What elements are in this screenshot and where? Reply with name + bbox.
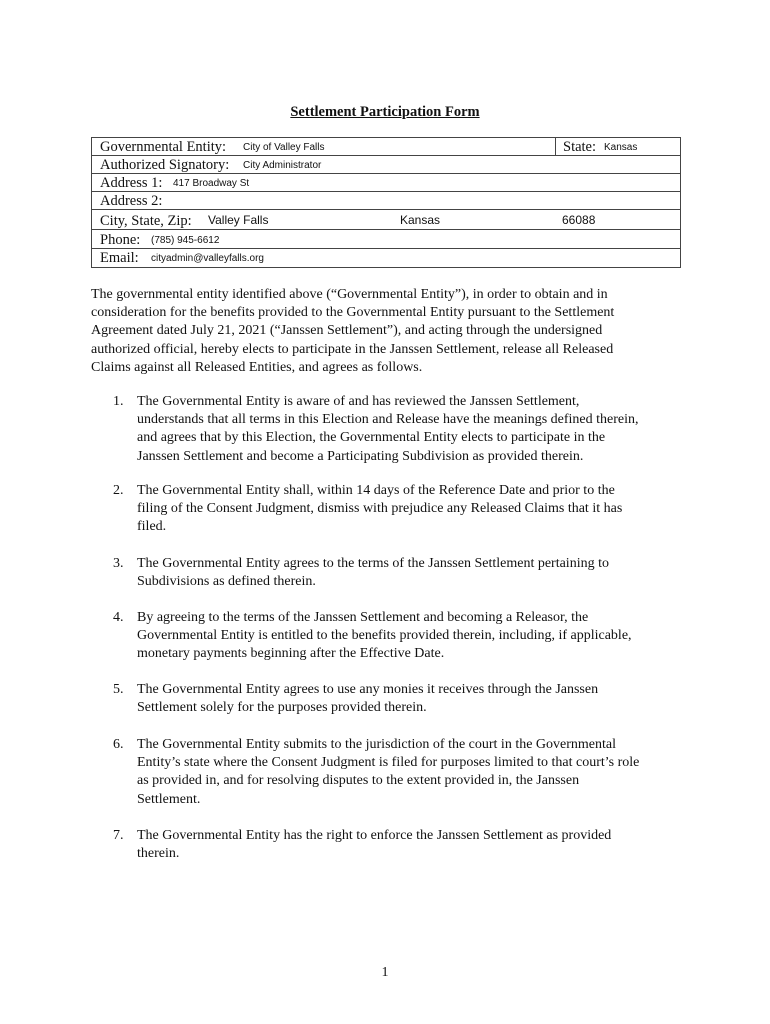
- row-email: [92, 249, 680, 267]
- governmental-entity-field[interactable]: City of Valley Falls: [243, 142, 325, 153]
- list-line: Entity’s state where the Consent Judgment is filed for purposes limited to that court’s role: [137, 755, 640, 771]
- address-1-label: Address 1:: [100, 175, 163, 191]
- list-item-text: [137, 555, 683, 591]
- zip-field[interactable]: 66088: [562, 213, 596, 227]
- list-line: and agrees that by this Election, the Governmental Entity elects to participate in the: [137, 430, 606, 446]
- intro-line: consideration for the benefits provided to the Governmental Entity pursuant to the Settlement: [91, 305, 615, 321]
- list-line: The Governmental Entity submits to the jurisdiction of the court in the Governmental: [137, 737, 617, 752]
- row-governmental-entity: [92, 138, 680, 156]
- city-state-zip-label: City, State, Zip:: [100, 213, 192, 229]
- intro-line: The governmental entity identified above (“Governmental Entity”), in order to obtain and in: [91, 287, 608, 302]
- list-item-text: [137, 482, 683, 537]
- list-line: understands that all terms in this Election and Release have the meanings defined therein,: [137, 412, 639, 428]
- list-line: therein.: [137, 846, 180, 862]
- column-divider: [555, 138, 556, 156]
- intro-line: authorized official, hereby elects to participate in the Janssen Settlement, release all Released: [91, 341, 614, 357]
- governmental-entity-label: Governmental Entity:: [100, 139, 227, 155]
- list-line: filed.: [137, 519, 167, 535]
- row-address-2: [92, 192, 680, 210]
- list-item-text: [137, 736, 683, 809]
- authorized-signatory-label: Authorized Signatory:: [100, 157, 230, 173]
- city-field[interactable]: Valley Falls: [208, 213, 269, 227]
- row-address-1: [92, 174, 680, 192]
- authorized-signatory-field[interactable]: City Administrator: [243, 160, 322, 171]
- intro-line: Claims against all Released Entities, and agrees as follows.: [91, 359, 423, 375]
- list-line: filing of the Consent Judgment, dismiss with prejudice any Released Claims that it has: [137, 501, 623, 517]
- list-line: Settlement solely for the purposes provided therein.: [137, 700, 427, 716]
- list-item-text: [137, 609, 683, 664]
- list-number: 6.: [113, 737, 124, 752]
- list-line: The Governmental Entity shall, within 14 days of the Reference Date and prior to the: [137, 483, 615, 498]
- list-line: monetary payments beginning after the Effective Date.: [137, 646, 445, 662]
- intro-paragraph: [91, 286, 691, 377]
- state-field[interactable]: Kansas: [604, 142, 638, 153]
- list-line: The Governmental Entity has the right to enforce the Janssen Settlement as provided: [137, 828, 612, 843]
- list-number: 7.: [113, 828, 124, 843]
- entity-info-table: [91, 137, 681, 268]
- list-item-text: [137, 393, 683, 466]
- list-item-text: [137, 827, 683, 863]
- list-number: 5.: [113, 682, 124, 697]
- list-line: Governmental Entity is entitled to the benefits provided therein, including, if applicable,: [137, 628, 632, 644]
- list-number: 3.: [113, 556, 124, 571]
- row-authorized-signatory: [92, 156, 680, 174]
- list-number: 2.: [113, 483, 124, 498]
- address-1-field[interactable]: 417 Broadway St: [173, 178, 250, 189]
- list-item-text: [137, 681, 683, 717]
- intro-line: Agreement dated July 21, 2021 (“Janssen Settlement”), and acting through the undersigned: [91, 323, 603, 339]
- list-line: The Governmental Entity agrees to use any monies it receives through the Janssen: [137, 682, 599, 697]
- email-field[interactable]: cityadmin@valleyfalls.org: [151, 253, 264, 264]
- list-line: Settlement.: [137, 791, 201, 807]
- list-line: Janssen Settlement and become a Participating Subdivision as provided therein.: [137, 448, 584, 464]
- list-line: The Governmental Entity agrees to the terms of the Janssen Settlement pertaining to: [137, 556, 609, 571]
- email-label: Email:: [100, 250, 139, 266]
- list-line: as provided in, and for resolving disputes to the extent provided in, the Janssen: [137, 773, 580, 789]
- state-label: State:: [563, 139, 597, 155]
- row-city-state-zip: [92, 212, 680, 230]
- page-number: 1: [381, 965, 389, 980]
- row-phone: [92, 231, 680, 249]
- list-line: Subdivisions as defined therein.: [137, 574, 316, 590]
- state-select-field[interactable]: Kansas: [400, 213, 441, 227]
- phone-label: Phone:: [100, 232, 141, 248]
- list-line: The Governmental Entity is aware of and has reviewed the Janssen Settlement,: [137, 394, 580, 409]
- list-line: By agreeing to the terms of the Janssen Settlement and becoming a Releasor, the: [137, 610, 589, 625]
- phone-field[interactable]: (785) 945-6612: [151, 235, 220, 246]
- list-number: 4.: [113, 610, 124, 625]
- form-title: Settlement Participation Form: [290, 104, 480, 120]
- address-2-label: Address 2:: [100, 193, 163, 209]
- list-number: 1.: [113, 394, 124, 409]
